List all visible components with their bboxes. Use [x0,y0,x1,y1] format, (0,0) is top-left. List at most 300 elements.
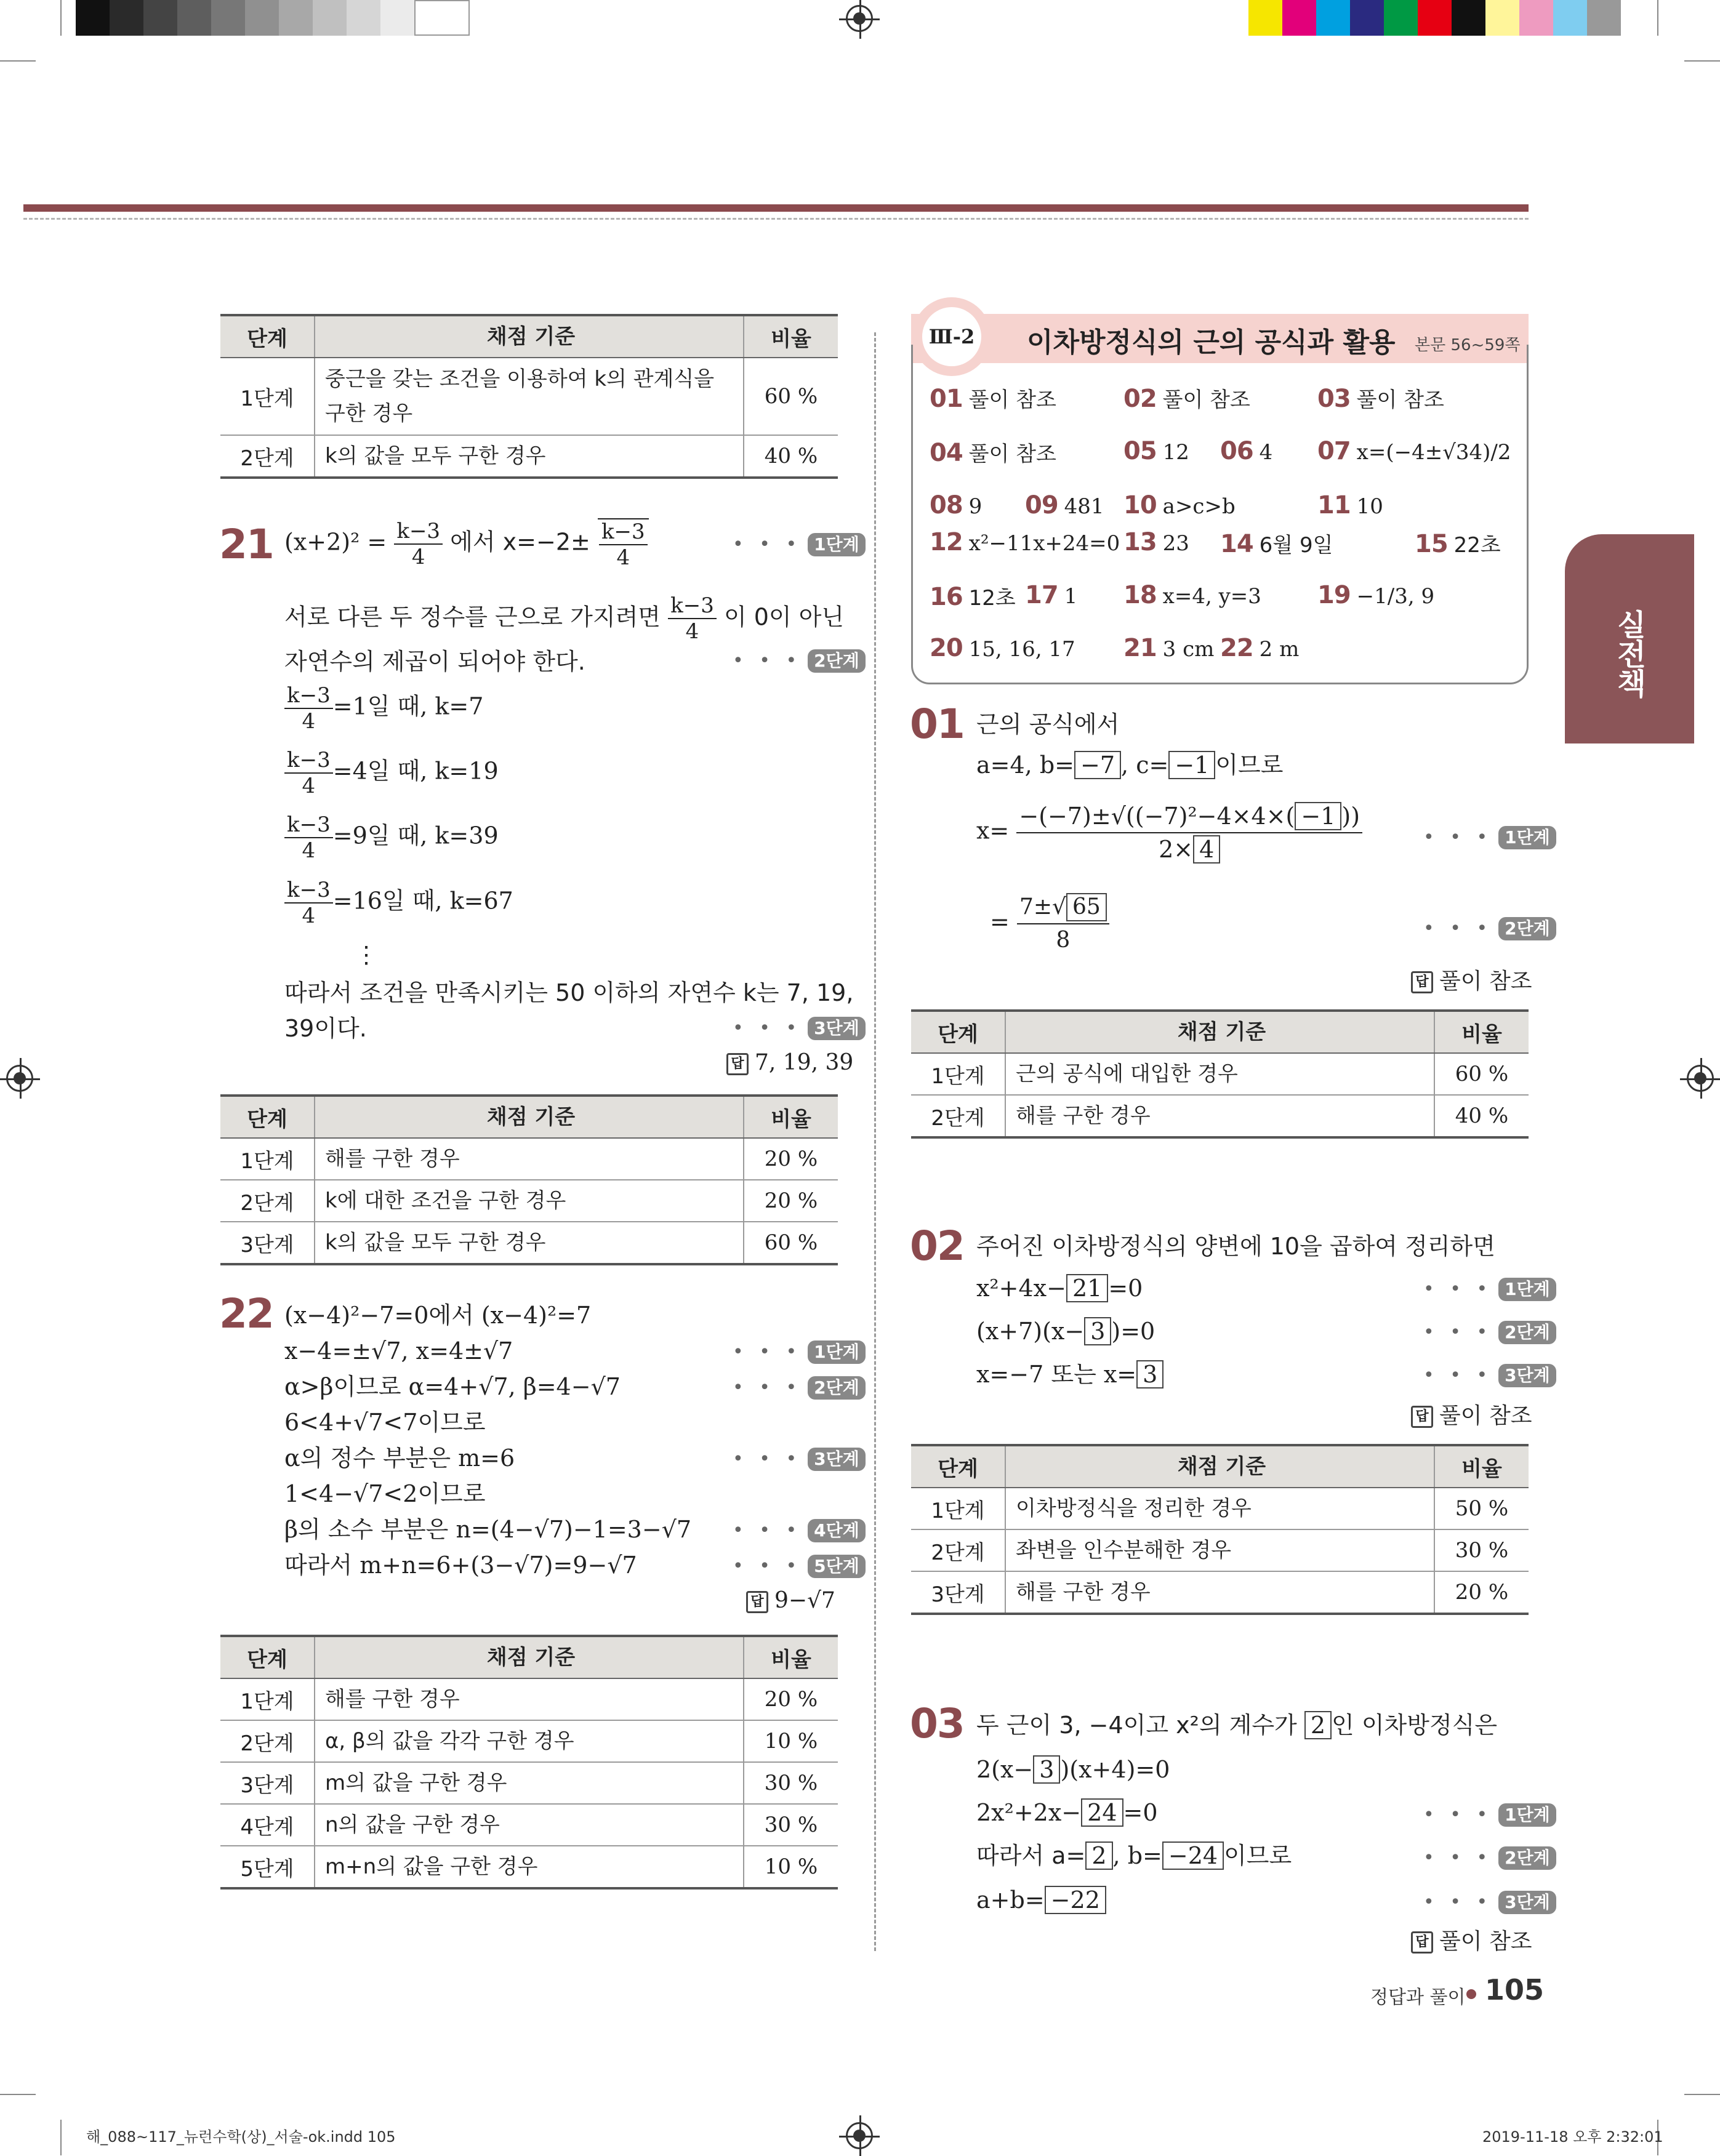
scoring-table-22 [220,1635,838,1890]
answer [746,1588,835,1613]
swatch [1350,0,1384,36]
dots: • • • [1423,827,1493,848]
col-header-criteria: 채점 기준 [315,1636,744,1678]
p21-line9: 39이다. [284,1015,367,1042]
expr: x=−7 또는 x= [976,1361,1137,1388]
item-number: 05 [1123,437,1157,465]
cell-ratio: 40 % [744,435,838,478]
table-row [911,1488,1529,1529]
cell-ratio: 20 % [744,1180,838,1222]
expr: )) [1341,803,1360,830]
swatch [1587,0,1621,36]
fill-box: −7 [1074,751,1121,779]
step-marker [733,1376,866,1400]
answer-item [1220,437,1272,465]
p03-line2 [976,1754,1170,1785]
print-timestamp: 2019-11-18 오후 2:32:01 [1482,2128,1663,2146]
swatch [279,0,313,36]
header-dashed-rule [23,218,1529,220]
denominator: 4 [302,904,316,928]
p21-line1 [284,518,649,570]
expr: 7±√ [1019,894,1066,920]
answer-item [1123,528,1189,556]
fraction [284,748,333,798]
answer-item [1123,383,1250,413]
expr: 2× [1159,836,1194,863]
text: 두 근이 3, −4이고 x²의 계수가 [976,1712,1297,1739]
registration-mark-icon [846,5,873,32]
text: =1일 때, k=7 [332,692,484,720]
answer-text: 풀이 참조 [1439,1403,1532,1429]
column-divider [874,332,876,1951]
section-title: 이차방정식의 근의 공식과 활용 [1027,327,1396,358]
expr: =0 [1108,1275,1143,1302]
p22-line6: 1<4−√7<2이므로 [284,1480,486,1507]
step-marker [733,533,866,556]
cell-step: 2단계 [911,1095,1005,1137]
table-row [911,1053,1529,1095]
expr: −(−7)±√((−7)²−4×4×( [1019,803,1295,830]
answer-item [1317,491,1383,519]
dots: • • • [733,1377,802,1398]
answer-text: 9−√7 [774,1588,835,1613]
cell-criteria: 근의 공식에 대입한 경우 [1005,1053,1434,1095]
col-header-ratio: 비율 [744,1636,838,1678]
step-marker [1423,917,1556,940]
answer-item [930,634,1075,662]
p21-case2 [284,748,499,798]
denominator: 4 [302,774,316,798]
dots: • • • [1423,1278,1493,1300]
cell-criteria: 해를 구한 경우 [315,1138,744,1180]
step-tag: 1단계 [1498,1803,1556,1827]
registration-mark-icon [6,1065,33,1092]
cell-step: 1단계 [911,1488,1005,1529]
fill-box: 24 [1081,1798,1123,1827]
col-header-ratio: 비율 [744,1096,838,1138]
answer-item [1415,528,1501,558]
item-number: 02 [1123,385,1157,413]
step-marker [1423,1364,1556,1387]
answer-item [930,581,1016,611]
table-row [220,358,838,435]
item-number: 13 [1123,528,1157,556]
expr: 따라서 a= [976,1842,1086,1869]
answer-item [1025,581,1077,609]
item-answer: 풀이 참조 [1356,388,1444,412]
answer-icon: 답 [746,1591,768,1613]
denominator: 4 [302,838,316,863]
dots: • • • [733,534,802,555]
answer-item [1220,634,1299,662]
item-answer: x²−11x+24=0 [968,531,1120,556]
step-marker [1423,826,1556,849]
dots: • • • [733,1555,802,1577]
step-marker [733,1340,866,1364]
p21-case1 [284,683,483,734]
cell-ratio: 50 % [1434,1488,1529,1529]
dots: • • • [1423,1891,1493,1913]
step-tag: 3단계 [808,1448,866,1471]
cell-ratio: 20 % [744,1678,838,1720]
expr: )(x+4)=0 [1060,1756,1170,1783]
cell-criteria: 중근을 갖는 조건을 이용하여 k의 관계식을 구한 경우 [315,358,744,435]
fill-box: 21 [1066,1274,1108,1302]
fraction [284,878,333,928]
numerator: k−3 [599,519,648,545]
file-slug: 해_088~117_뉴런수학(상)_서술-ok.indd 105 [86,2128,396,2146]
answer-item [1123,634,1214,662]
denominator: 4 [685,619,699,644]
answer [1411,1398,1532,1430]
expr: , c= [1121,751,1169,779]
answer-text: 풀이 참조 [1439,969,1532,994]
col-header-criteria: 채점 기준 [1005,1011,1434,1053]
p22-line1: (x−4)²−7=0에서 (x−4)²=7 [284,1302,592,1329]
fraction [1016,800,1362,865]
expr: 이므로 [1215,751,1284,779]
expr: x²+4x− [976,1275,1066,1302]
answer-item [930,528,1120,556]
cell-ratio: 20 % [744,1138,838,1180]
item-answer: −1/3, 9 [1356,584,1435,609]
cell-step: 1단계 [220,358,315,435]
step-marker [1423,1846,1556,1870]
step-tag: 3단계 [1498,1364,1556,1387]
cell-step: 1단계 [911,1053,1005,1095]
registration-mark-icon [846,2122,873,2149]
text: 인 이차방정식은 [1332,1712,1498,1739]
item-answer: 3 cm [1162,637,1215,662]
step-marker [733,1017,866,1040]
fill-box: 4 [1193,835,1220,864]
item-number: 21 [1123,634,1157,662]
dots: • • • [733,650,802,671]
table-row [911,1571,1529,1614]
answer [1411,964,1532,995]
expr: = [990,908,1010,936]
p22-line4: 6<4+√7<7이므로 [284,1409,486,1436]
cell-criteria: k의 값을 모두 구한 경우 [315,1222,744,1264]
item-number: 03 [1317,385,1351,413]
p03-line1 [976,1710,1497,1741]
unit-badge-label: Ⅲ-2 [922,307,981,366]
col-header-step: 단계 [220,1096,315,1138]
p02-line3 [976,1316,1155,1347]
cell-ratio: 30 % [1434,1529,1529,1571]
swatch [1553,0,1587,36]
answer-item [930,383,1056,413]
cell-step: 2단계 [220,1180,315,1222]
cell-ratio: 10 % [744,1720,838,1762]
denominator: 4 [411,545,425,569]
step-tag: 1단계 [1498,1278,1556,1301]
fill-box: −24 [1162,1841,1224,1870]
item-number: 08 [930,491,963,519]
item-number: 19 [1317,581,1351,609]
swatch [347,0,380,36]
item-answer: 10 [1356,494,1383,519]
swatch [1519,0,1553,36]
item-answer: 23 [1162,531,1189,556]
numerator [1016,800,1362,833]
denominator: 8 [1056,928,1071,953]
fill-box: −1 [1168,751,1215,779]
expr: 2x²+2x− [976,1799,1082,1826]
item-answer: 15, 16, 17 [968,637,1075,662]
fill-box: 2 [1085,1841,1112,1870]
page-reference: 본문 56~59쪽 [1415,336,1521,355]
swatch [313,0,347,36]
step-tag: 2단계 [808,1376,866,1400]
table-row [220,435,838,478]
denominator: 4 [616,545,630,570]
fill-box: 2 [1304,1711,1332,1739]
dots: • • • [1423,1321,1493,1343]
expr: 이므로 [1224,1842,1292,1869]
step-tag: 2단계 [1498,917,1556,940]
item-number: 06 [1220,437,1253,465]
col-header-step: 단계 [911,1445,1005,1488]
swatch [380,0,414,36]
swatch [1452,0,1485,36]
cell-criteria: 좌변을 인수분해한 경우 [1005,1529,1434,1571]
p01-formula [976,800,1362,865]
item-answer: 12 [1162,440,1189,465]
step-tag: 2단계 [1498,1846,1556,1870]
step-marker [733,1555,866,1578]
p03-line3 [976,1797,1158,1828]
cell-step: 1단계 [220,1678,315,1720]
numerator: k−3 [284,683,333,709]
cell-ratio: 20 % [1434,1571,1529,1614]
swatch [143,0,177,36]
answer-text: 7, 19, 39 [755,1050,854,1075]
dots: • • • [733,1017,802,1039]
item-number: 17 [1025,581,1058,609]
answer-text: 풀이 참조 [1439,1929,1532,1954]
p21-line8: 따라서 조건을 만족시키는 50 이하의 자연수 k는 7, 19, [284,979,854,1006]
p21-line2 [284,593,844,644]
denominator [1016,833,1362,865]
expr: )=0 [1111,1318,1155,1345]
expr: a+b= [976,1886,1045,1914]
cell-ratio: 10 % [744,1846,838,1888]
expr: (x+7)(x− [976,1318,1085,1345]
cell-step: 1단계 [220,1138,315,1180]
answer-item [1123,437,1189,465]
sqrt-fraction [598,518,649,570]
item-number: 11 [1317,491,1351,519]
p21-case3 [284,812,499,863]
crop-mark [60,0,62,36]
fill-box: −22 [1045,1886,1106,1914]
step-tag: 4단계 [808,1519,866,1542]
answer-item [1317,437,1511,465]
item-answer: 풀이 참조 [1162,388,1250,412]
expr: 2(x− [976,1756,1034,1783]
p22-line5: α의 정수 부분은 m=6 [284,1445,515,1472]
p02-line2 [976,1273,1143,1304]
table-row [220,1762,838,1804]
cell-step: 3단계 [220,1762,315,1804]
expr: a=4, b= [976,751,1074,779]
header-rule [23,204,1529,212]
step-marker [1423,1803,1556,1827]
answer-item [1317,383,1444,413]
table-row [911,1095,1529,1137]
item-number: 04 [930,439,963,467]
item-number: 16 [930,583,963,611]
item-number: 14 [1220,530,1253,558]
cell-ratio: 60 % [744,1222,838,1264]
swatch [245,0,279,36]
numerator: k−3 [668,593,717,619]
expr: (x+2)² = [284,528,387,556]
answer-item [1123,581,1261,609]
dots: • • • [733,1341,802,1363]
fraction [284,683,333,734]
cell-criteria: 해를 구한 경우 [1005,1571,1434,1614]
fill-box: 3 [1136,1360,1163,1389]
table-row [220,1222,838,1264]
fill-box: 3 [1033,1755,1060,1784]
fraction [1017,891,1109,956]
cell-ratio: 60 % [744,358,838,435]
table-row [220,1720,838,1762]
problem-number: 22 [219,1290,273,1337]
cell-step: 3단계 [220,1222,315,1264]
table-row [911,1529,1529,1571]
item-answer: 22초 [1453,533,1501,558]
col-header-ratio: 비율 [1434,1445,1529,1488]
problem-number: 21 [219,521,273,568]
p22-line2: x−4=±√7, x=4±√7 [284,1337,513,1365]
crop-mark [60,2120,62,2155]
item-answer: 481 [1064,494,1104,519]
bullet-icon [1466,1989,1476,1999]
text: 이 0이 아닌 [723,603,845,631]
cell-criteria: 해를 구한 경우 [1005,1095,1434,1137]
side-tab-label: 실전책 [1612,609,1646,698]
item-number: 01 [930,385,963,413]
answer-item [1123,491,1236,519]
swatch [1485,0,1519,36]
swatch [110,0,143,36]
cell-ratio: 30 % [744,1762,838,1804]
col-header-step: 단계 [220,315,315,358]
cell-step: 2단계 [220,1720,315,1762]
numerator [1017,891,1109,924]
col-header-criteria: 채점 기준 [1005,1445,1434,1488]
registration-mark-icon [1687,1065,1714,1092]
dots: • • • [1423,918,1493,939]
crop-mark [1684,2094,1720,2095]
cell-ratio: 60 % [1434,1053,1529,1095]
cell-criteria: m+n의 값을 구한 경우 [315,1846,744,1888]
crop-mark [0,60,36,62]
item-answer: 9 [968,494,983,519]
item-answer: 1 [1064,584,1078,609]
item-answer: x=4, y=3 [1162,584,1261,609]
col-header-step: 단계 [220,1636,315,1678]
p21-case4 [284,878,513,928]
problem-number: 02 [910,1222,964,1270]
step-tag: 1단계 [808,1340,866,1364]
table-row [220,1138,838,1180]
item-number: 15 [1415,530,1448,558]
footer-section: 정답과 풀이 [1370,1987,1466,2008]
answer-icon: 답 [726,1053,749,1075]
numerator: k−3 [284,748,333,774]
text: 서로 다른 두 정수를 근으로 가지려면 [284,603,661,631]
dots: • • • [1423,1365,1493,1386]
p01-result [990,891,1109,956]
answer-item [930,437,1056,467]
answer [1411,1924,1532,1955]
scoring-table-prev [220,314,838,479]
item-number: 09 [1025,491,1058,519]
crop-mark [1684,60,1720,62]
answer-item [1220,528,1333,558]
swatch [1418,0,1452,36]
step-tag: 3단계 [808,1017,866,1040]
fraction [668,593,717,644]
step-marker [1423,1891,1556,1914]
item-answer: x=(−4±√34)/2 [1356,440,1511,465]
p02-line4 [976,1359,1163,1390]
swatch [1384,0,1418,36]
fraction [394,519,443,569]
text: =16일 때, k=67 [332,887,513,915]
fill-box: 65 [1066,893,1107,921]
item-answer: a>c>b [1162,494,1236,519]
p01-line1: 근의 공식에서 [976,711,1120,738]
item-answer: 2 m [1259,637,1300,662]
cell-criteria: α, β의 값을 각각 구한 경우 [315,1720,744,1762]
swatch [211,0,245,36]
step-tag: 5단계 [808,1555,866,1578]
step-tag: 1단계 [808,533,866,556]
crop-mark [0,2094,36,2095]
p03-line5 [976,1885,1106,1915]
step-marker [1423,1321,1556,1344]
dots: • • • [1423,1804,1493,1825]
item-answer: 풀이 참조 [968,442,1056,467]
cell-step: 2단계 [911,1529,1005,1571]
step-tag: 2단계 [808,649,866,673]
expr: 에서 x=−2± [450,528,590,556]
item-number: 10 [1123,491,1157,519]
step-marker [733,1519,866,1542]
scoring-table-02 [911,1444,1529,1615]
step-tag: 3단계 [1498,1891,1556,1914]
p22-line3: α>β이므로 α=4+√7, β=4−√7 [284,1373,621,1400]
item-number: 22 [1220,634,1253,662]
expr: , b= [1112,1842,1162,1869]
page-number: 105 [1485,1973,1545,2006]
answer-icon: 답 [1411,1931,1433,1954]
item-answer: 4 [1259,440,1273,465]
scoring-table-01 [911,1009,1529,1139]
table-row [220,1678,838,1720]
cell-criteria: 이차방정식을 정리한 경우 [1005,1488,1434,1529]
cell-step: 4단계 [220,1804,315,1846]
p03-line4 [976,1840,1292,1871]
numerator: k−3 [284,812,333,838]
p02-line1: 주어진 이차방정식의 양변에 10을 곱하여 정리하면 [976,1233,1495,1260]
numerator: k−3 [284,878,333,904]
